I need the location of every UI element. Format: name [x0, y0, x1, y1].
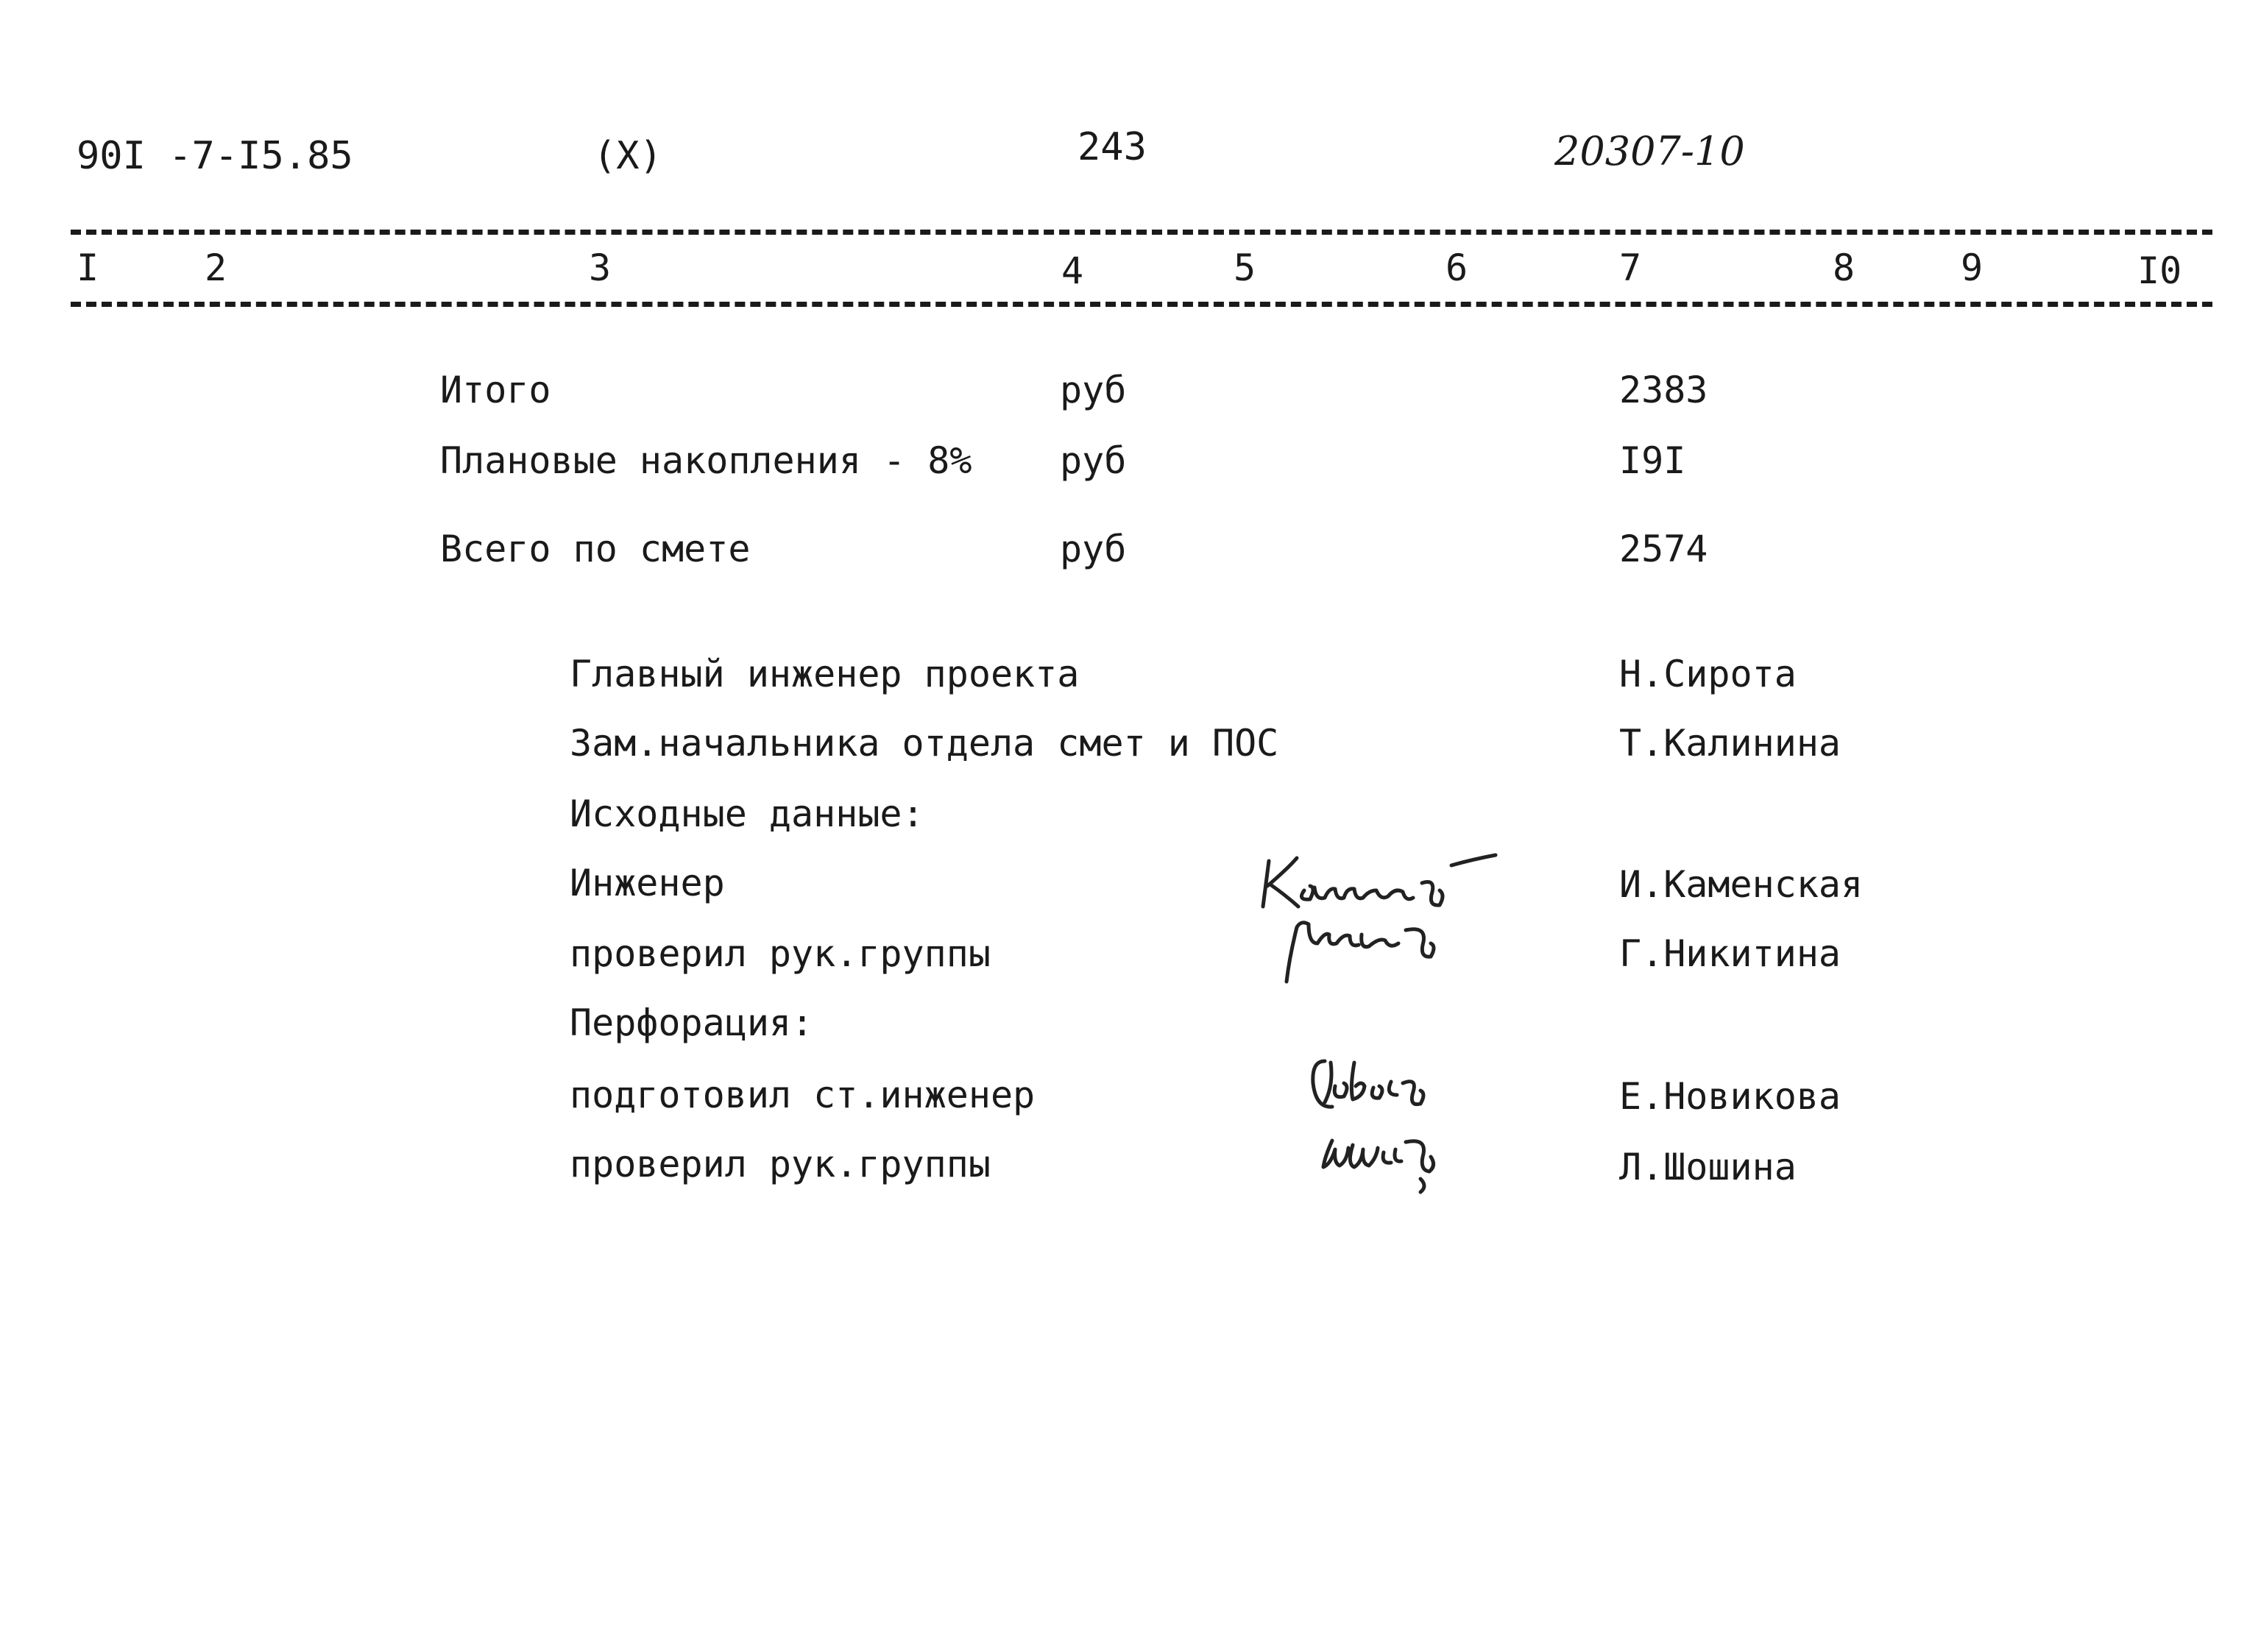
- top-dashed-rule: [71, 230, 2212, 235]
- signature-name: Л.Шошина: [1619, 1146, 1797, 1188]
- volume-label: (X): [593, 134, 662, 178]
- column-number: I0: [2137, 249, 2182, 292]
- column-number: 2: [205, 247, 227, 289]
- signature-role: Инженер: [570, 862, 725, 904]
- handwritten-signature: [1279, 905, 1456, 986]
- totals-label: Итого: [440, 369, 551, 411]
- signature-name: Г.Никитина: [1619, 932, 1841, 975]
- column-number: 6: [1446, 247, 1468, 289]
- bottom-dashed-rule: [71, 302, 2212, 307]
- totals-value: 2383: [1619, 369, 1708, 411]
- totals-unit: руб: [1060, 369, 1127, 411]
- signature-name: Е.Новикова: [1619, 1075, 1841, 1118]
- totals-unit: руб: [1060, 439, 1127, 482]
- section-heading: Исходные данные:: [570, 793, 924, 835]
- totals-label: Плановые накопления - 8%: [440, 439, 972, 482]
- handwritten-signature: [1303, 1048, 1479, 1121]
- totals-value: 2574: [1619, 528, 1708, 570]
- handwritten-signature: [1310, 1116, 1487, 1197]
- signature-name: Т.Калинина: [1619, 722, 1841, 765]
- signature-role: Зам.начальника отдела смет и ПОС: [570, 722, 1279, 765]
- signature-name: Н.Сирота: [1619, 653, 1797, 695]
- page-number: 243: [1078, 125, 1147, 169]
- column-number: 9: [1961, 247, 1984, 289]
- column-number: 5: [1234, 247, 1256, 289]
- totals-value: I9I: [1619, 439, 1686, 482]
- totals-label: Всего по смете: [440, 528, 751, 570]
- signature-role: подготовил ст.инженер: [570, 1074, 1036, 1116]
- signature-role: проверил рук.группы: [570, 1143, 991, 1185]
- totals-unit: руб: [1060, 528, 1127, 570]
- column-number: 7: [1619, 247, 1642, 289]
- signature-role: Главный инженер проекта: [570, 653, 1080, 695]
- column-number: 4: [1061, 249, 1084, 292]
- signature-name: И.Каменская: [1619, 863, 1864, 906]
- section-heading: Перфорация:: [570, 1002, 814, 1044]
- handwritten-stamp-number: 20307-10: [1554, 128, 1745, 174]
- column-number: 8: [1833, 247, 1855, 289]
- document-code: 90I -7-I5.85: [77, 134, 353, 178]
- column-number: 3: [589, 247, 612, 289]
- signature-role: проверил рук.группы: [570, 932, 991, 975]
- column-number: I: [77, 247, 99, 289]
